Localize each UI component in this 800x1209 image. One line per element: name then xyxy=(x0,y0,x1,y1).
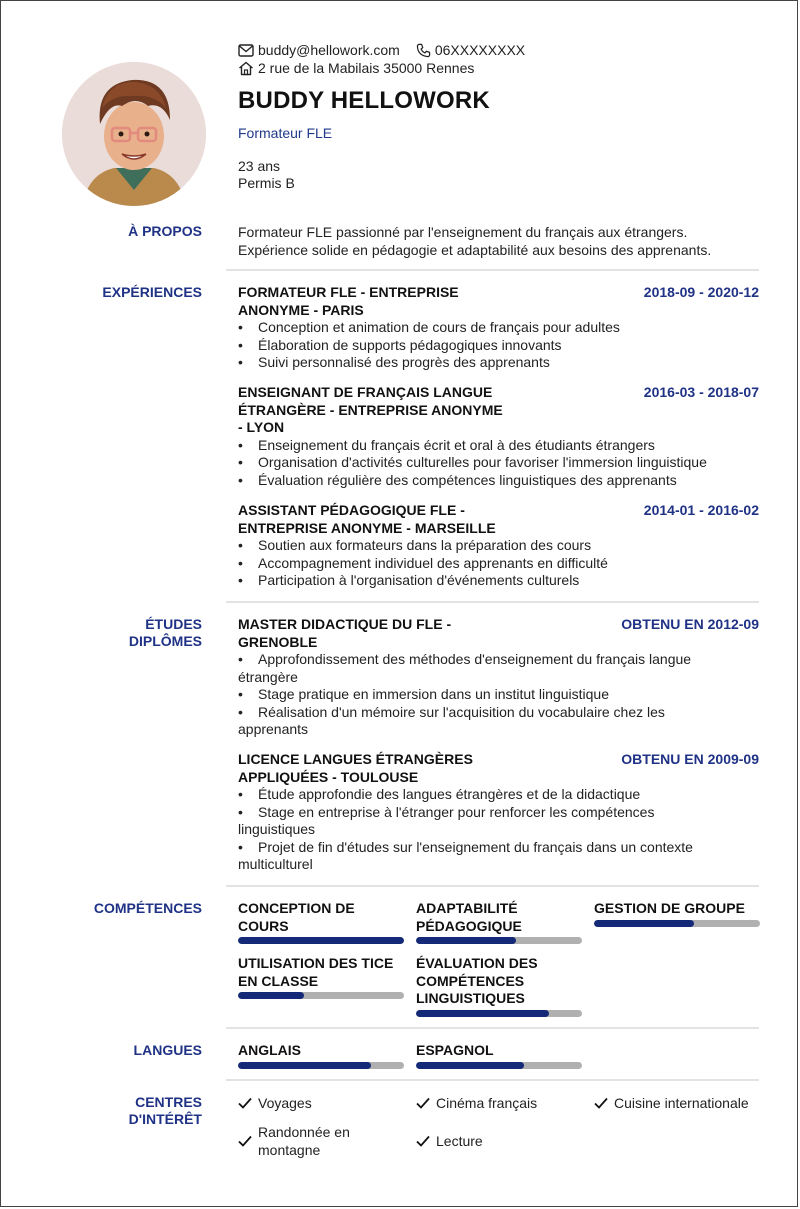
section-label-line: CENTRES xyxy=(135,1094,202,1110)
skill-name-line: GESTION DE GROUPE xyxy=(594,900,745,916)
address-row xyxy=(238,59,768,77)
entry-dates: 2014-01 - 2016-02 xyxy=(643,502,759,518)
bullet-list xyxy=(238,319,759,372)
person-name: BUDDY HELLOWORK xyxy=(238,87,490,114)
age-text: 23 ans xyxy=(238,158,281,174)
entry-title-line: ENSEIGNANT DE FRANÇAIS LANGUE xyxy=(238,384,493,400)
entry-dates: 2016-03 - 2018-07 xyxy=(643,384,759,400)
list-item: • Participation à l'organisation d'événements culturels xyxy=(238,572,759,590)
skill-name xyxy=(238,955,404,990)
divider xyxy=(226,601,759,603)
skill-level-fill xyxy=(238,937,404,944)
entry-title xyxy=(238,384,508,437)
skill-name xyxy=(416,900,582,935)
skill-name xyxy=(416,955,582,1008)
skill-name-line: EN CLASSE xyxy=(238,972,319,989)
experience-entry xyxy=(238,284,759,372)
education-entry xyxy=(238,616,759,739)
bullet-list xyxy=(238,651,759,739)
header xyxy=(238,41,768,192)
list-item: • Organisation d'activités culturelles pour favoriser l'immersion linguistique xyxy=(238,454,759,472)
divider xyxy=(226,1079,759,1081)
list-item-text: Stage en entreprise à l'étranger pour renforcer les compétences xyxy=(258,803,655,820)
experience-entry xyxy=(238,502,759,590)
interest-item xyxy=(594,1094,749,1112)
email-item[interactable] xyxy=(238,41,400,59)
skill-name xyxy=(594,900,760,918)
list-item-text: apprenants xyxy=(238,721,309,737)
check-icon xyxy=(238,1135,252,1147)
skill-name-line: COURS xyxy=(238,917,289,934)
avatar xyxy=(62,62,206,206)
skill-level-fill xyxy=(238,992,304,999)
list-item: • Stage pratique en immersion dans un institut linguistique xyxy=(238,686,609,702)
interest-text: montagne xyxy=(258,1142,321,1158)
list-item: • Évaluation régulière des compétences linguistiques des apprenants xyxy=(238,472,759,490)
about-line: Expérience solide en pédagogie et adaptabilité aux besoins des apprenants. xyxy=(238,242,712,258)
list-item-text: multiculturel xyxy=(238,856,313,872)
skill-item xyxy=(416,955,582,1017)
interest-text: Voyages xyxy=(258,1095,312,1111)
phone-icon xyxy=(416,43,431,58)
language-name: ESPAGNOL xyxy=(416,1042,494,1058)
check-icon xyxy=(238,1097,252,1109)
bullet-list xyxy=(238,786,759,874)
divider xyxy=(226,885,759,887)
section-label-line: D'INTÉRÊT xyxy=(128,1111,202,1127)
interest-item xyxy=(238,1123,350,1159)
entry-dates: OBTENU EN 2012-09 xyxy=(621,616,759,632)
interest-item xyxy=(416,1094,537,1112)
entry-title xyxy=(238,751,508,786)
entry-title-line: ENTREPRISE ANONYME - MARSEILLE xyxy=(238,519,496,536)
entry-title-line: LICENCE LANGUES ÉTRANGÈRES xyxy=(238,751,473,767)
list-item: • Stage en entreprise à l'étranger pour renforcer les compétences linguistiques xyxy=(238,803,655,837)
skill-level-fill xyxy=(416,937,516,944)
skill-name-line: ÉVALUATION DES xyxy=(416,955,538,971)
language-name: ANGLAIS xyxy=(238,1042,301,1058)
language-level-bar xyxy=(416,1062,582,1069)
list-item-text: Étude approfondie des langues étrangères et de la didactique xyxy=(258,786,641,802)
section-label-skills: COMPÉTENCES xyxy=(93,900,202,916)
entry-title-line: FORMATEUR FLE - ENTREPRISE xyxy=(238,284,459,300)
interest-item xyxy=(416,1132,483,1150)
divider xyxy=(226,269,759,271)
job-title: Formateur FLE xyxy=(238,125,333,141)
license-text: Permis B xyxy=(238,175,295,191)
check-icon xyxy=(594,1097,608,1109)
list-item-text: linguistiques xyxy=(238,821,316,837)
entry-title-line: APPLIQUÉES - TOULOUSE xyxy=(238,768,419,785)
skill-level-bar xyxy=(238,992,404,999)
bullet-list xyxy=(238,437,759,490)
skill-item xyxy=(238,955,404,999)
skill-item xyxy=(238,900,404,944)
list-item: • Soutien aux formateurs dans la préparation des cours xyxy=(238,537,759,555)
list-item: • Élaboration de supports pédagogiques innovants xyxy=(238,337,759,355)
list-item: • Réalisation d'un mémoire sur l'acquisition du vocabulaire chez les apprenants xyxy=(238,703,665,737)
skill-name-line: PÉDAGOGIQUE xyxy=(416,917,522,934)
check-icon xyxy=(416,1097,430,1109)
education-entry xyxy=(238,751,759,874)
avatar-illustration xyxy=(62,62,206,206)
section-label-interests xyxy=(22,1094,202,1128)
entry-title-line: ÉTRANGÈRE - ENTREPRISE ANONYME xyxy=(238,401,503,418)
about-line: Formateur FLE passionné par l'enseignement du français aux étrangers. xyxy=(238,224,688,240)
section-label-about: À PROPOS xyxy=(128,223,202,239)
skill-level-bar xyxy=(416,1010,582,1017)
entry-title-line: ASSISTANT PÉDAGOGIQUE FLE - xyxy=(238,502,465,518)
section-label-line: ÉTUDES xyxy=(145,616,202,632)
interest-text: Lecture xyxy=(436,1133,483,1149)
list-item-text: Approfondissement des méthodes d'enseignement du français langue xyxy=(258,651,692,667)
email-text[interactable]: buddy@hellowork.com xyxy=(258,42,400,58)
skill-level-fill xyxy=(594,920,694,927)
list-item: • Accompagnement individuel des apprenants en difficulté xyxy=(238,555,759,573)
skill-name xyxy=(238,900,404,935)
entry-dates: 2018-09 - 2020-12 xyxy=(643,284,759,300)
skill-name-line: CONCEPTION DE xyxy=(238,900,355,916)
divider xyxy=(226,1027,759,1029)
section-label-education xyxy=(22,616,202,650)
language-item xyxy=(238,1042,404,1069)
skill-name-line: COMPÉTENCES xyxy=(416,972,525,989)
address-text: 2 rue de la Mabilais 35000 Rennes xyxy=(258,60,475,76)
section-label-line: DIPLÔMES xyxy=(128,633,202,649)
list-item-text: Stage pratique en immersion dans un institut linguistique xyxy=(258,686,609,702)
phone-text[interactable]: 06XXXXXXXX xyxy=(434,42,526,58)
list-item-text: Projet de fin d'études sur l'enseignement du français dans un contexte xyxy=(258,838,693,855)
list-item: • Projet de fin d'études sur l'enseignement du français dans un contexte multiculturel xyxy=(238,838,693,872)
contact-row xyxy=(238,41,768,59)
entry-title xyxy=(238,616,508,651)
list-item: • Conception et animation de cours de français pour adultes xyxy=(238,319,759,337)
phone-item[interactable] xyxy=(416,41,525,59)
interest-item xyxy=(238,1094,312,1112)
check-icon xyxy=(416,1135,430,1147)
envelope-icon xyxy=(238,44,254,57)
address-item xyxy=(238,59,474,77)
skill-level-bar xyxy=(416,937,582,944)
language-level-fill xyxy=(238,1062,371,1069)
skill-item xyxy=(416,900,582,944)
skill-name-line: ADAPTABILITÉ xyxy=(416,900,518,916)
skill-item xyxy=(594,900,760,927)
skill-name-line: UTILISATION DES TICE xyxy=(238,955,394,971)
about-text xyxy=(238,223,763,259)
entry-title xyxy=(238,284,508,319)
skill-level-bar xyxy=(594,920,760,927)
language-level-bar xyxy=(238,1062,404,1069)
list-item-text: Réalisation d'un mémoire sur l'acquisition du vocabulaire chez les xyxy=(258,703,665,720)
home-icon xyxy=(238,61,254,76)
list-item: • Suivi personnalisé des progrès des apprenants xyxy=(238,354,759,372)
entry-dates: OBTENU EN 2009-09 xyxy=(621,751,759,767)
section-label-experience: EXPÉRIENCES xyxy=(102,284,202,300)
list-item: • Approfondissement des méthodes d'enseignement du français langue étrangère xyxy=(238,651,692,685)
interest-text: Cinéma français xyxy=(436,1095,538,1111)
skill-name-line: LINGUISTIQUES xyxy=(416,990,525,1006)
list-item-text: étrangère xyxy=(238,668,298,685)
entry-title-line: ANONYME - PARIS xyxy=(238,301,364,318)
list-item: • Enseignement du français écrit et oral à des étudiants étrangers xyxy=(238,437,759,455)
interest-text: Cuisine internationale xyxy=(614,1095,749,1111)
entry-title xyxy=(238,502,508,537)
section-label-languages: LANGUES xyxy=(133,1042,202,1058)
language-item xyxy=(416,1042,582,1069)
skill-level-bar xyxy=(238,937,404,944)
entry-title-line: - LYON xyxy=(238,419,285,435)
personal-info xyxy=(238,158,768,192)
bullet-list xyxy=(238,537,759,590)
entry-title-line: GRENOBLE xyxy=(238,633,318,650)
experience-entry xyxy=(238,384,759,489)
list-item: • Étude approfondie des langues étrangères et de la didactique xyxy=(238,786,641,802)
interest-text: Randonnée en xyxy=(258,1124,350,1140)
entry-title-line: MASTER DIDACTIQUE DU FLE - xyxy=(238,616,452,632)
language-level-fill xyxy=(416,1062,524,1069)
skill-level-fill xyxy=(416,1010,549,1017)
